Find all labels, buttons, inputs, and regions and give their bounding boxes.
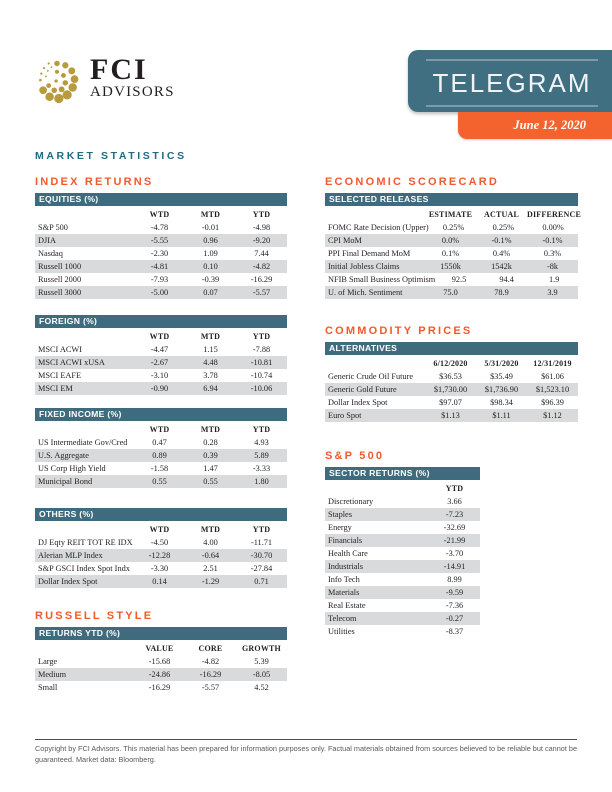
cell-value: -16.29 — [148, 683, 171, 692]
row-label: S&P 500 — [38, 223, 68, 232]
telegram-badge-inner — [426, 59, 598, 107]
cell-value: -3.70 — [445, 549, 464, 558]
table-row — [325, 625, 480, 638]
table-row — [325, 396, 578, 409]
cell-value: -7.88 — [252, 345, 271, 354]
table-row — [35, 436, 287, 449]
column-header: YTD — [252, 332, 271, 341]
column-headers — [35, 328, 287, 343]
table-row — [325, 560, 480, 573]
row-label: Staples — [328, 510, 352, 519]
column-headers — [325, 206, 582, 221]
row-label: FOMC Rate Decision (Upper) — [328, 223, 429, 232]
cell-value: -4.47 — [150, 345, 169, 354]
table-row — [325, 573, 480, 586]
cell-value: 0.10 — [203, 262, 218, 271]
row-label: Russell 3000 — [38, 288, 82, 297]
row-label: Russell 2000 — [38, 275, 82, 284]
table-row — [35, 247, 287, 260]
column-header: 6/12/2020 — [433, 359, 468, 368]
table-row — [35, 286, 287, 299]
cell-value: 0.55 — [203, 477, 218, 486]
column-header: ACTUAL — [484, 210, 519, 219]
row-label: U.S. Aggregate — [38, 451, 89, 460]
column-header: MTD — [200, 425, 221, 434]
cell-value: 0.39 — [203, 451, 218, 460]
telegram-badge — [408, 50, 612, 112]
cell-value: -0.90 — [150, 384, 169, 393]
logo-line2: ADVISORS — [90, 84, 175, 100]
table-title: OTHERS (%) — [39, 509, 94, 519]
row-label: Euro Spot — [328, 411, 362, 420]
row-label: NFIB Small Business Optimism — [328, 275, 436, 284]
table-row — [35, 260, 287, 273]
table-row — [35, 449, 287, 462]
cell-value: -27.84 — [250, 564, 273, 573]
table-title-bar — [35, 193, 287, 206]
table-row — [35, 356, 287, 369]
cell-value: 5.89 — [254, 451, 269, 460]
cell-value: 0.55 — [152, 477, 167, 486]
table-row — [35, 668, 287, 681]
table-title: RETURNS YTD (%) — [39, 628, 121, 638]
cell-value: $1,523.10 — [535, 385, 570, 394]
column-headers — [325, 355, 578, 370]
cell-value: 0.1% — [441, 249, 460, 258]
table-row — [35, 475, 287, 488]
table-row — [35, 575, 287, 588]
column-header: 5/31/2020 — [484, 359, 519, 368]
cell-value: 1550k — [440, 262, 461, 271]
cell-value: -2.67 — [150, 358, 169, 367]
table-body — [35, 221, 287, 299]
cell-value: $97.07 — [439, 398, 462, 407]
cell-value: 0.47 — [152, 438, 167, 447]
cell-value: 8.99 — [447, 575, 462, 584]
row-label: Telecom — [328, 614, 357, 623]
cell-value: -0.64 — [201, 551, 220, 560]
table-title-bar — [35, 408, 287, 421]
column-header: WTD — [149, 210, 170, 219]
table-title: ALTERNATIVES — [329, 343, 398, 353]
cell-value: -0.39 — [201, 275, 220, 284]
table-title-bar — [325, 193, 578, 206]
column-spacer — [325, 484, 429, 493]
fci-advisors-logo — [33, 53, 175, 106]
column-header: ESTIMATE — [428, 210, 473, 219]
column-header: MTD — [200, 525, 221, 534]
cell-value: -5.00 — [150, 288, 169, 297]
cell-value: $36.53 — [439, 372, 462, 381]
table-body — [35, 655, 287, 694]
cell-value: -8.05 — [252, 670, 271, 679]
cell-value: -14.91 — [443, 562, 466, 571]
left-column — [35, 176, 287, 694]
cell-value: -12.28 — [148, 551, 171, 560]
cell-value: $35.49 — [490, 372, 513, 381]
cell-value: 94.4 — [499, 275, 514, 284]
row-label: S&P GSCI Index Spot Indx — [38, 564, 130, 573]
cell-value: 0.28 — [203, 438, 218, 447]
column-spacer — [35, 332, 134, 341]
section-heading-sp500: S&P 500 — [325, 450, 385, 462]
row-label: MSCI EAFE — [38, 371, 82, 380]
table-row — [325, 521, 480, 534]
alternatives-table — [325, 342, 578, 422]
cell-value: 75.0 — [443, 288, 458, 297]
table-body — [35, 436, 287, 488]
table-row — [325, 247, 578, 260]
cell-value: 4.93 — [254, 438, 269, 447]
table-row — [35, 681, 287, 694]
table-row — [35, 655, 287, 668]
table-row — [325, 286, 578, 299]
row-label: Financials — [328, 536, 363, 545]
cell-value: 6.94 — [203, 384, 218, 393]
cell-value: 0.07 — [203, 288, 218, 297]
column-spacer — [35, 425, 134, 434]
cell-value: -16.29 — [199, 670, 222, 679]
row-label: MSCI EM — [38, 384, 73, 393]
row-label: Dollar Index Spot — [38, 577, 98, 586]
table-title-bar — [325, 467, 480, 480]
cell-value: 3.78 — [203, 371, 218, 380]
logo-line1: FCI — [90, 53, 148, 86]
cell-value: -2.30 — [150, 249, 169, 258]
row-label: PPI Final Demand MoM — [328, 249, 411, 258]
cell-value: -7.36 — [445, 601, 464, 610]
table-title-bar — [35, 315, 287, 328]
table-row — [325, 370, 578, 383]
cell-value: -9.59 — [445, 588, 464, 597]
cell-value: -1.58 — [150, 464, 169, 473]
cell-value: 0.25% — [492, 223, 515, 232]
cell-value: -5.57 — [201, 683, 220, 692]
report-date: June 12, 2020 — [513, 118, 586, 132]
cell-value: 0.0% — [441, 236, 460, 245]
column-header: YTD — [252, 525, 271, 534]
date-ribbon — [458, 112, 612, 139]
row-label: Health Care — [328, 549, 368, 558]
right-column — [325, 176, 582, 638]
table-row — [325, 273, 578, 286]
cell-value: 1.80 — [254, 477, 269, 486]
row-label: Russell 1000 — [38, 262, 82, 271]
cell-value: 1.47 — [203, 464, 218, 473]
cell-value: -4.82 — [201, 657, 220, 666]
row-label: Small — [38, 683, 58, 692]
row-label: CPI MoM — [328, 236, 362, 245]
row-label: DJ Eqty REIT TOT RE IDX — [38, 538, 133, 547]
cell-value: -7.93 — [150, 275, 169, 284]
column-header: CORE — [198, 644, 223, 653]
table-row — [325, 260, 578, 273]
section-heading-index-returns: INDEX RETURNS — [35, 176, 154, 188]
cell-value: -0.1% — [491, 236, 512, 245]
cell-value: -9.20 — [252, 236, 271, 245]
row-label: Utilities — [328, 627, 355, 636]
table-title-bar — [325, 342, 578, 355]
cell-value: -4.78 — [150, 223, 169, 232]
column-header: WTD — [149, 425, 170, 434]
column-spacer — [325, 210, 425, 219]
table-title-bar — [35, 508, 287, 521]
table-title: EQUITIES (%) — [39, 194, 99, 204]
column-headers — [35, 640, 287, 655]
table-row — [325, 409, 578, 422]
selected-releases-table — [325, 193, 582, 299]
table-row — [325, 547, 480, 560]
cell-value: 0.00% — [542, 223, 564, 232]
column-header: 12/31/2019 — [533, 359, 572, 368]
column-headers — [35, 206, 287, 221]
table-title: SELECTED RELEASES — [329, 194, 429, 204]
section-heading-commodity-prices: COMMODITY PRICES — [325, 325, 473, 337]
cell-value: $98.34 — [490, 398, 513, 407]
row-label: Real Estate — [328, 601, 366, 610]
table-row — [35, 536, 287, 549]
row-label: Discretionary — [328, 497, 374, 506]
cell-value: 0.89 — [152, 451, 167, 460]
table-title-bar — [35, 627, 287, 640]
table-title: FOREIGN (%) — [39, 316, 98, 326]
cell-value: -4.81 — [150, 262, 169, 271]
cell-value: $1.12 — [543, 411, 562, 420]
cell-value: 4.00 — [203, 538, 218, 547]
cell-value: 1.15 — [203, 345, 218, 354]
row-label: US Corp High Yield — [38, 464, 106, 473]
cell-value: $1,730.00 — [433, 385, 468, 394]
cell-value: -10.06 — [250, 384, 273, 393]
table-body — [35, 536, 287, 588]
sector-returns-table — [325, 467, 480, 638]
column-header: DIFFERENCE — [527, 210, 582, 219]
cell-value: -1.29 — [201, 577, 220, 586]
cell-value: -0.1% — [542, 236, 563, 245]
column-header: WTD — [149, 525, 170, 534]
cell-value: -3.30 — [150, 564, 169, 573]
table-body — [35, 343, 287, 395]
cell-value: -4.98 — [252, 223, 271, 232]
table-row — [35, 382, 287, 395]
cell-value: -8k — [546, 262, 559, 271]
cell-value: 4.48 — [203, 358, 218, 367]
row-label: US Intermediate Gov/Cred — [38, 438, 128, 447]
russell-returns-table — [35, 627, 287, 694]
table-row — [35, 221, 287, 234]
cell-value: 0.4% — [492, 249, 511, 258]
cell-value: -32.69 — [443, 523, 466, 532]
table-row — [325, 221, 578, 234]
cell-value: $1,736.90 — [484, 385, 519, 394]
cell-value: $61.06 — [541, 372, 564, 381]
column-headers — [325, 480, 480, 495]
cell-value: 92.5 — [451, 275, 467, 284]
row-label: DJIA — [38, 236, 56, 245]
column-header: WTD — [149, 332, 170, 341]
cell-value: 1.9 — [549, 275, 560, 284]
cell-value: -5.57 — [252, 288, 271, 297]
cell-value: 4.52 — [254, 683, 269, 692]
table-row — [35, 549, 287, 562]
cell-value: 1.09 — [203, 249, 218, 258]
logo-wordmark — [90, 53, 175, 101]
table-row — [325, 508, 480, 521]
telegram-badge-label: TELEGRAM — [432, 67, 592, 98]
cell-value: $1.11 — [492, 411, 511, 420]
column-spacer — [35, 644, 134, 653]
cell-value: -30.70 — [250, 551, 273, 560]
row-label: Large — [38, 657, 58, 666]
row-label: Info Tech — [328, 575, 360, 584]
cell-value: 0.25% — [442, 223, 465, 232]
equities-table — [35, 193, 287, 299]
cell-value: 3.66 — [447, 497, 462, 506]
column-header: YTD — [252, 425, 271, 434]
table-title: FIXED INCOME (%) — [39, 409, 122, 419]
cell-value: 7.44 — [254, 249, 269, 258]
cell-value: -8.37 — [445, 627, 464, 636]
table-body — [325, 495, 480, 638]
page-title: MARKET STATISTICS — [35, 150, 187, 162]
cell-value: 3.9 — [547, 288, 558, 297]
cell-value: -0.27 — [445, 614, 464, 623]
row-label: MSCI ACWI xUSA — [38, 358, 105, 367]
cell-value: -21.99 — [443, 536, 466, 545]
table-row — [325, 234, 578, 247]
cell-value: -3.10 — [150, 371, 169, 380]
footer-disclaimer: Copyright by FCI Advisors. This material has been prepared for information purposes only. Factual materials obtained from sources believed to be reliable but cannot be guaranteed. Market data: Bloomberg. — [35, 739, 577, 766]
column-header: YTD — [445, 484, 464, 493]
table-row — [35, 234, 287, 247]
cell-value: 2.51 — [203, 564, 218, 573]
globe-dots-icon — [33, 56, 81, 106]
column-headers — [35, 521, 287, 536]
table-row — [325, 586, 480, 599]
table-row — [35, 343, 287, 356]
table-row — [35, 273, 287, 286]
cell-value: 1542k — [491, 262, 512, 271]
cell-value: 78.9 — [494, 288, 509, 297]
row-label: Municipal Bond — [38, 477, 93, 486]
row-label: Materials — [328, 588, 360, 597]
column-spacer — [35, 210, 134, 219]
row-label: Dollar Index Spot — [328, 398, 388, 407]
row-label: Medium — [38, 670, 67, 679]
column-header: MTD — [200, 332, 221, 341]
row-label: Generic Crude Oil Future — [328, 372, 414, 381]
table-row — [325, 495, 480, 508]
cell-value: -16.29 — [250, 275, 273, 284]
cell-value: -3.33 — [252, 464, 271, 473]
cell-value: -11.71 — [250, 538, 273, 547]
row-label: U. of Mich. Sentiment — [328, 288, 403, 297]
cell-value: 0.96 — [203, 236, 218, 245]
cell-value: -5.55 — [150, 236, 169, 245]
row-label: Industrials — [328, 562, 364, 571]
section-heading-economic-scorecard: ECONOMIC SCORECARD — [325, 176, 500, 188]
table-row — [325, 599, 480, 612]
row-label: Initial Jobless Claims — [328, 262, 400, 271]
column-spacer — [325, 359, 425, 368]
table-row — [325, 612, 480, 625]
cell-value: -10.81 — [250, 358, 273, 367]
table-row — [35, 462, 287, 475]
row-label: Energy — [328, 523, 352, 532]
column-spacer — [35, 525, 134, 534]
column-header: YTD — [252, 210, 271, 219]
cell-value: -7.23 — [445, 510, 464, 519]
column-header: MTD — [200, 210, 221, 219]
table-body — [325, 370, 578, 422]
section-heading-russell-style: RUSSELL STYLE — [35, 610, 154, 622]
cell-value: -4.50 — [150, 538, 169, 547]
cell-value: -15.68 — [148, 657, 171, 666]
fixed-income-table — [35, 408, 287, 488]
row-label: Generic Gold Future — [328, 385, 397, 394]
row-label: Alerian MLP Index — [38, 551, 103, 560]
table-row — [35, 369, 287, 382]
row-label: Nasdaq — [38, 249, 63, 258]
table-body — [325, 221, 578, 299]
row-label: MSCI ACWI — [38, 345, 83, 354]
column-header: GROWTH — [242, 644, 281, 653]
cell-value: 0.14 — [152, 577, 167, 586]
column-headers — [35, 421, 287, 436]
table-row — [35, 562, 287, 575]
table-row — [325, 383, 578, 396]
cell-value: -0.01 — [201, 223, 220, 232]
cell-value: -10.74 — [250, 371, 273, 380]
cell-value: 5.39 — [254, 657, 269, 666]
table-row — [325, 534, 480, 547]
column-header: VALUE — [145, 644, 174, 653]
others-table — [35, 508, 287, 588]
cell-value: $1.13 — [441, 411, 460, 420]
cell-value: -4.82 — [252, 262, 271, 271]
table-title: SECTOR RETURNS (%) — [329, 468, 430, 478]
foreign-table — [35, 315, 287, 395]
cell-value: 0.3% — [543, 249, 562, 258]
cell-value: -24.86 — [148, 670, 171, 679]
cell-value: 0.71 — [254, 577, 269, 586]
cell-value: $96.39 — [541, 398, 564, 407]
